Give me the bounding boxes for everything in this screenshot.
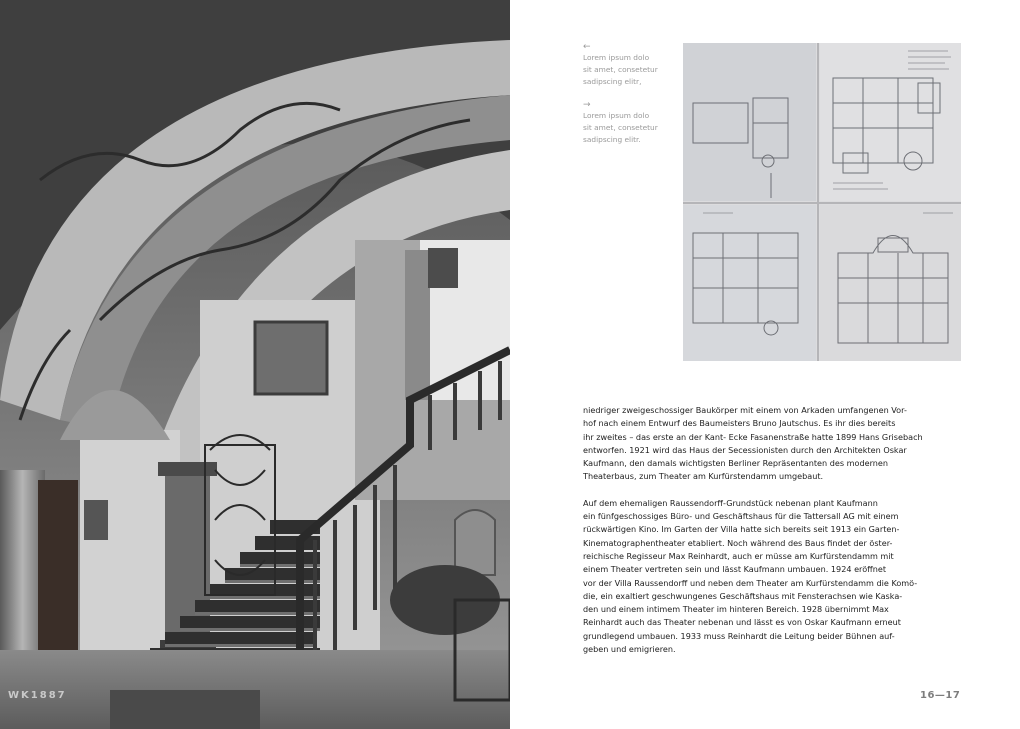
- text-line: ein fünfgeschossiges Büro- und Geschäftshaus für die Tattersall AG mit einem: [583, 511, 899, 522]
- sidenote-line: sit amet, consetetur: [583, 123, 658, 132]
- text-line: einem Theater vertreten sein und lässt Kaufmann umbauen. 1924 eröffnet: [583, 564, 887, 575]
- text-line: geben und emigrieren.: [583, 644, 676, 655]
- photo-caption: WK1887: [8, 690, 67, 701]
- sidenote-line: sadipscing elitr,: [583, 77, 642, 86]
- text-line: reichische Regisseur Max Reinhardt, auch er müsse am Kurfürstendamm mit: [583, 550, 894, 561]
- right-page: [510, 0, 1020, 729]
- floor-plans-image: [683, 43, 961, 361]
- paragraph-2: [583, 497, 965, 657]
- sidenote-line: sadipscing elitr.: [583, 135, 641, 144]
- sidenote-previous: [583, 42, 683, 88]
- text-line: Reinhardt auch das Theater nebenan und lässt es von Oskar Kaufmann erneut: [583, 617, 901, 628]
- text-line: grundlegend umbauen. 1933 muss Reinhardt die Leitung beider Bühnen auf-: [583, 630, 895, 641]
- text-line: den und einem intimem Theater im hinteren Bereich. 1928 übernimmt Max: [583, 604, 889, 615]
- sidenote-line: sit amet, consetetur: [583, 65, 658, 74]
- arrow-right-icon: →: [583, 100, 591, 110]
- text-line: rückwärtigen Kino. Im Garten der Villa hatte sich bereits seit 1913 ein Garten-: [583, 524, 900, 535]
- text-line: Theaterbaus, zum Theater am Kurfürstendamm umgebaut.: [583, 471, 824, 482]
- page-number: 16—17: [920, 690, 961, 701]
- text-line: vor der Villa Raussendorff und neben dem Theater am Kurfürstendamm die Komö-: [583, 577, 918, 588]
- text-line: Kinematographentheater etabliert. Noch während des Baus findet der öster-: [583, 537, 893, 548]
- paragraph-1: [583, 404, 965, 484]
- arrow-left-icon: ←: [583, 42, 591, 52]
- sidenote-line: Lorem ipsum dolo: [583, 53, 650, 62]
- sidenote-line: Lorem ipsum dolo: [583, 111, 650, 120]
- text-line: niedriger zweigeschossiger Baukörper mit einem von Arkaden umfangenen Vor-: [583, 405, 907, 415]
- text-line: hof nach einem Entwurf des Baumeisters Bruno Jautschus. Es ihr dies bereits: [583, 418, 896, 429]
- text-line: ihr zweites – das erste an der Kant- Ecke Fasanenstraße hatte 1899 Hans Grisebach: [583, 431, 923, 442]
- text-line: Auf dem ehemaligen Raussendorff-Grundstück nebenan plant Kaufmann: [583, 497, 878, 508]
- floor-plans-drawing: [683, 43, 961, 361]
- sidenote-next: [583, 100, 683, 146]
- body-text: [583, 404, 965, 669]
- text-line: die, ein exaltiert geschwungenes Geschäftshaus mit Fensterachsen wie Kaska-: [583, 590, 903, 601]
- text-line: Kaufmann, den damals wichtigsten Berliner Repräsentanten des modernen: [583, 458, 888, 469]
- text-line: entworfen. 1921 wird das Haus der Secessionisten durch den Architekten Oskar: [583, 444, 907, 455]
